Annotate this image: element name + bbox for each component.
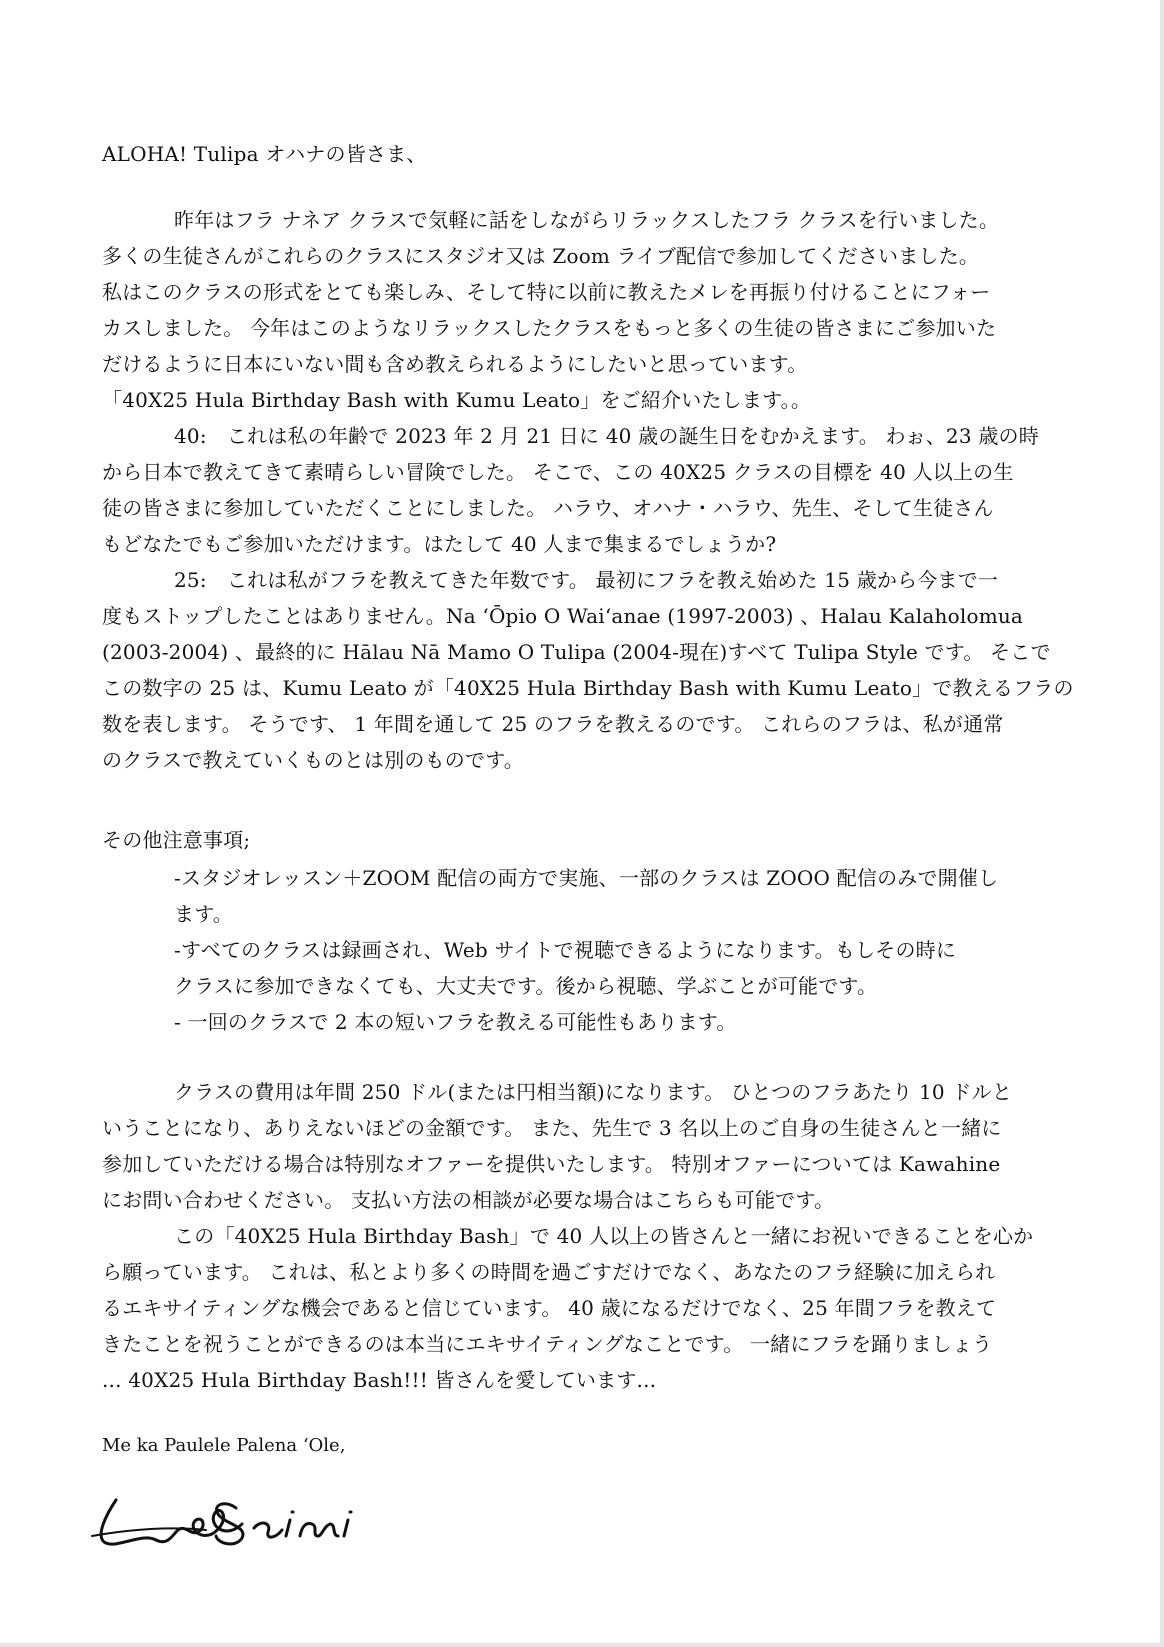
fee-line: にお問い合わせください。 支払い方法の相談が必要な場合はこちらも可能です。 bbox=[102, 1188, 835, 1212]
fee-line: この「40X25 Hula Birthday Bash」で 40 人以上の皆さんと一緒にお祝いできることを心か bbox=[174, 1224, 1034, 1248]
paragraph-line: 私はこのクラスの形式をとても楽しみ、そして特に以前に教えたメレを再振り付けることにフォー bbox=[102, 280, 991, 304]
signature bbox=[86, 1470, 366, 1560]
paragraph-line: カスしました。 今年はこのようなリラックスしたクラスをもっと多くの生徒の皆さまにご参加いた bbox=[102, 316, 997, 340]
fee-line: るエキサイティングな機会であると信じています。 40 歳になるだけでなく、25 年間フラを教えて bbox=[102, 1296, 997, 1320]
paragraph-line: 多くの生徒さんがこれらのクラスにスタジオ又は Zoom ライブ配信で参加してくださいました。 bbox=[102, 244, 980, 268]
paragraph-line: から日本で教えてきて素晴らしい冒険でした。 そこで、この 40X25 クラスの目標を 40 人以上の生 bbox=[102, 460, 1014, 484]
paragraph-line: もどなたでもご参加いただけます。はたして 40 人まで集まるでしょうか? bbox=[102, 532, 777, 556]
paragraph-line: のクラスで教えていくものとは別のものです。 bbox=[102, 748, 524, 772]
paragraph-line: 25: これは私がフラを教えてきた年数です。 最初にフラを教え始めた 15 歳から今まで一 bbox=[174, 568, 999, 592]
fee-line: ... 40X25 Hula Birthday Bash!!! 皆さんを愛しています... bbox=[102, 1368, 657, 1392]
note-line: ます。 bbox=[174, 902, 233, 926]
paragraph-line: 度もストップしたことはありません。Na ʻŌpio O Waiʻanae (1997-2003) 、Halau Kalaholomua bbox=[102, 604, 1024, 628]
fee-line: いうことになり、ありえないほどの金額です。 また、先生で 3 名以上のご自身の生徒さんと一緒に bbox=[102, 1116, 1002, 1140]
note-line: - 一回のクラスで 2 本の短いフラを教える可能性もあります。 bbox=[174, 1010, 737, 1034]
paragraph-line: この数字の 25 は、Kumu Leato が「40X25 Hula Birthday Bash with Kumu Leato」で教えるフラの bbox=[102, 676, 1074, 700]
fee-line: ら願っています。 これは、私とより多くの時間を過ごすだけでなく、あなたのフラ経験に加えられ bbox=[102, 1260, 996, 1284]
note-line: -すべてのクラスは録画され、Web サイトで視聴できるようになります。もしその時に bbox=[174, 938, 957, 962]
fee-line: クラスの費用は年間 250 ドル(または円相当額)になります。 ひとつのフラあたり 10 ドルと bbox=[174, 1080, 1013, 1104]
fee-line: きたことを祝うことができるのは本当にエキサイティングなことです。 一緒にフラを踊りましょう bbox=[102, 1332, 993, 1356]
paragraph-line: だけるように日本にいない間も含め教えられるようにしたいと思っています。 bbox=[102, 352, 808, 376]
notes-heading: その他注意事項; bbox=[102, 828, 251, 852]
paragraph-line: 「40X25 Hula Birthday Bash with Kumu Leato」をご紹介いたします。。 bbox=[102, 388, 812, 412]
paragraph-line: 40: これは私の年齢で 2023 年 2 月 21 日に 40 歳の誕生日をむかえます。 わぉ、23 歳の時 bbox=[174, 424, 1039, 448]
note-line: クラスに参加できなくても、大丈夫です。後から視聴、学ぶことが可能です。 bbox=[174, 974, 878, 998]
greeting: ALOHA! Tulipa オハナの皆さま、 bbox=[102, 142, 427, 166]
closing: Me ka Paulele Palena ʻOle, bbox=[102, 1435, 346, 1456]
paragraph-line: 昨年はフラ ナネア クラスで気軽に話をしながらリラックスしたフラ クラスを行いました。 bbox=[174, 208, 1000, 232]
note-line: -スタジオレッスン＋ZOOM 配信の両方で実施、一部のクラスは ZOOO 配信のみで開催し bbox=[174, 866, 999, 890]
paragraph-line: (2003-2004) 、最終的に Hālau Nā Mamo O Tulipa (2004-現在)すべて Tulipa Style です。 そこで bbox=[102, 640, 1051, 664]
paragraph-line: 数を表します。 そうです、 1 年間を通して 25 のフラを教えるのです。 これらのフラは、私が通常 bbox=[102, 712, 1004, 736]
paragraph-line: 徒の皆さまに参加していただくことにしました。 ハラウ、オハナ・ハラウ、先生、そして生徒さん bbox=[102, 496, 994, 520]
fee-line: 参加していただける場合は特別なオファーを提供いたします。 特別オファーについては Kawahine bbox=[102, 1152, 1001, 1176]
